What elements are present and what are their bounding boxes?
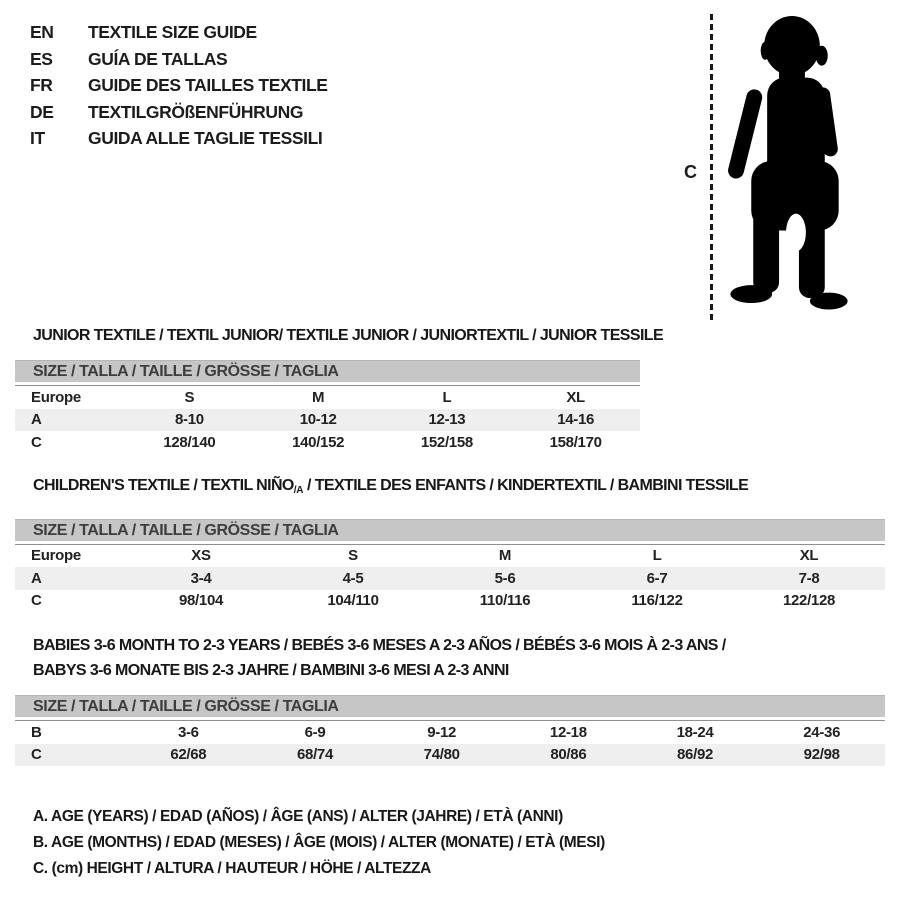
- size-cell: 140/152: [292, 433, 345, 451]
- size-cell: 92/98: [803, 746, 840, 764]
- size-cell: 80/86: [550, 746, 587, 764]
- size-cell: M: [312, 388, 325, 406]
- language-code: IT: [30, 128, 45, 148]
- note-line: A. AGE (YEARS) / EDAD (AÑOS) / ÂGE (ANS) / ALTER (JAHRE) / ETÀ (ANNI): [33, 808, 563, 825]
- size-header-bar: SIZE / TALLA / TAILLE / GRÖSSE / TAGLIA: [15, 360, 640, 382]
- size-cell: 14-16: [557, 411, 595, 429]
- size-header-bar: SIZE / TALLA / TAILLE / GRÖSSE / TAGLIA: [15, 695, 885, 717]
- title-segment: /A: [293, 484, 304, 496]
- note-line: C. (cm) HEIGHT / ALTURA / HAUTEUR / HÖHE / ALTEZZA: [33, 860, 431, 877]
- height-dotted-line: [710, 14, 713, 322]
- size-cell: 152/158: [420, 433, 473, 451]
- title-segment: / TEXTILE DES ENFANTS / KINDERTEXTIL / BAMBINI TESSILE: [303, 476, 749, 494]
- table-rows: [15, 544, 885, 613]
- language-code: FR: [30, 75, 53, 95]
- table-title-line: [33, 327, 664, 344]
- size-cell: 104/110: [327, 592, 379, 610]
- size-cell: 3-4: [190, 569, 212, 587]
- size-cell: L: [652, 547, 662, 565]
- size-header-bar: SIZE / TALLA / TAILLE / GRÖSSE / TAGLIA: [15, 519, 885, 541]
- size-cell: 74/80: [423, 746, 460, 764]
- language-row: [30, 19, 328, 46]
- size-cell: XL: [566, 388, 585, 406]
- table-title-line: [33, 477, 885, 499]
- language-name: GUIDE DES TAILLES TEXTILE: [88, 75, 328, 95]
- size-cell: 62/68: [170, 746, 207, 764]
- table-row: [15, 545, 885, 568]
- size-cell: 98/104: [178, 592, 224, 610]
- table-row: [15, 590, 885, 613]
- tables-section: [15, 327, 885, 882]
- table-row: [15, 744, 885, 767]
- size-cell: 116/122: [631, 592, 683, 610]
- size-cell: 68/74: [296, 746, 334, 764]
- table-row: [15, 409, 640, 432]
- toddler-silhouette-icon: [727, 14, 852, 312]
- row-label: A: [31, 411, 42, 429]
- table-row: [15, 721, 885, 744]
- row-label: C: [31, 433, 42, 451]
- size-cell: 122/128: [782, 592, 836, 610]
- title-segment: CHILDREN'S TEXTILE / TEXTIL NIÑO: [33, 476, 294, 494]
- row-label: Europe: [31, 388, 81, 406]
- table-title: [33, 633, 885, 683]
- size-cell: L: [442, 388, 452, 406]
- table-rows: [15, 385, 640, 454]
- size-cell: 6-7: [646, 569, 668, 587]
- note-line: B. AGE (MONTHS) / EDAD (MESES) / ÂGE (MOIS) / ALTER (MONATE) / ETÀ (MESI): [33, 834, 605, 851]
- table-title-line: [33, 658, 885, 683]
- table-title-line: [33, 633, 885, 658]
- title-segment: BABYS 3-6 MONATE BIS 2-3 JAHRE / BAMBINI 3-6 MESI A 2-3 ANNI: [33, 662, 509, 679]
- language-code: EN: [30, 22, 54, 42]
- language-row: [30, 99, 328, 126]
- language-name: GUÍA DE TALLAS: [88, 48, 228, 69]
- size-cell: 12-18: [549, 723, 587, 741]
- size-cell: 86/92: [677, 746, 714, 764]
- size-cell: 24-36: [803, 723, 841, 741]
- height-measure-label: C: [684, 162, 697, 182]
- language-row: [30, 125, 328, 152]
- tables-root: [15, 327, 885, 766]
- table-row: [15, 386, 640, 409]
- language-row: [30, 46, 328, 73]
- row-label: B: [31, 723, 42, 741]
- table-rows: [15, 720, 885, 766]
- language-name: TEXTILGRÖßENFÜHRUNG: [88, 101, 304, 122]
- title-segment: BABIES 3-6 MONTH TO 2-3 YEARS / BEBÉS 3-6 MESES A 2-3 AÑOS / BÉBÉS 3-6 MOIS À 2-3 ANS /: [33, 637, 726, 654]
- title-segment: JUNIOR TEXTILE / TEXTIL JUNIOR/ TEXTILE JUNIOR / JUNIORTEXTIL / JUNIOR TESSILE: [33, 327, 664, 344]
- size-cell: S: [184, 388, 195, 406]
- size-cell: 4-5: [342, 569, 364, 587]
- row-label: C: [31, 592, 42, 610]
- language-code: ES: [30, 48, 53, 69]
- size-cell: 158/170: [549, 433, 602, 451]
- size-cell: 110/116: [479, 592, 531, 610]
- size-cell: 5-6: [494, 569, 516, 587]
- size-cell: 9-12: [427, 723, 457, 741]
- size-cell: XS: [191, 547, 211, 565]
- table-title: [33, 477, 885, 499]
- size-cell: 8-10: [174, 411, 204, 429]
- size-cell: M: [498, 547, 512, 565]
- language-list: [30, 19, 328, 152]
- size-cell: 7-8: [798, 569, 820, 587]
- language-name: TEXTILE SIZE GUIDE: [88, 22, 257, 42]
- table-row: [15, 567, 885, 590]
- table-row: [15, 431, 640, 454]
- size-cell: 3-6: [177, 723, 199, 741]
- babies-table: [15, 633, 885, 766]
- table-title: [33, 327, 664, 344]
- children-table: [15, 477, 885, 613]
- size-cell: 128/140: [163, 433, 216, 451]
- size-cell: XL: [799, 547, 819, 565]
- row-label: A: [31, 569, 42, 587]
- row-label: C: [31, 746, 42, 764]
- size-cell: 12-13: [428, 411, 466, 429]
- language-code: DE: [30, 101, 54, 122]
- size-cell: S: [348, 547, 358, 565]
- language-row: [30, 72, 328, 99]
- language-name: GUIDA ALLE TAGLIE TESSILI: [88, 128, 323, 148]
- size-cell: 10-12: [299, 411, 337, 429]
- junior-table: [15, 327, 664, 454]
- size-cell: 18-24: [676, 723, 714, 741]
- row-label: Europe: [31, 547, 81, 565]
- height-figure: [676, 12, 891, 324]
- footnotes: [33, 804, 885, 882]
- size-cell: 6-9: [304, 723, 326, 741]
